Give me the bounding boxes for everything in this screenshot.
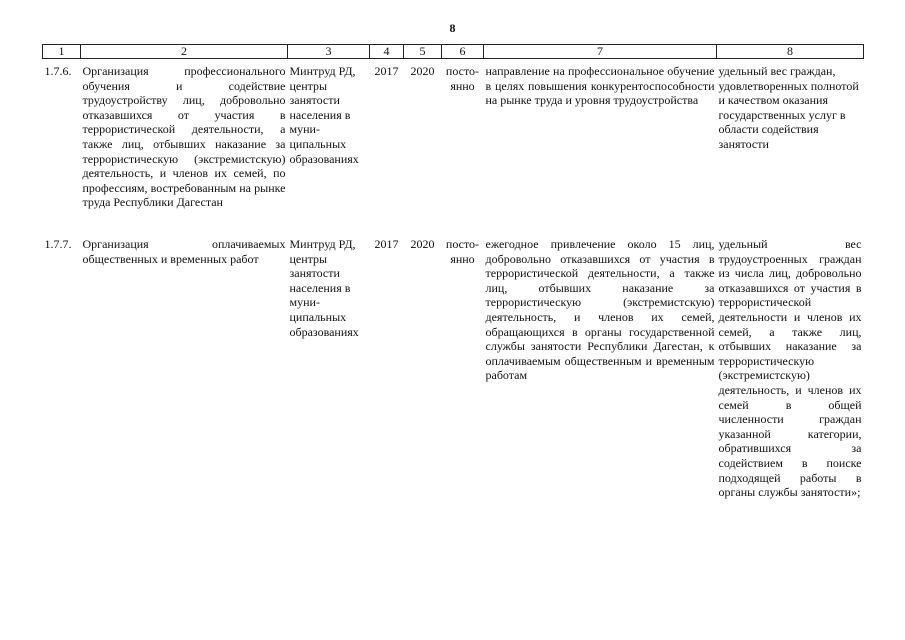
end-year-cell: 2020 (410, 237, 435, 251)
start-year-cell: 2017 (374, 237, 399, 251)
executor-line: ципальных (289, 136, 347, 151)
header-cell-7: 7 (484, 45, 717, 59)
plan-table (42, 44, 864, 537)
header-cell-4: 4 (370, 45, 404, 59)
executor-line: муни- (289, 295, 320, 310)
executor-line: населения в (289, 107, 351, 122)
header-row (43, 45, 864, 59)
executor-line: населения в (289, 280, 351, 295)
header-cell-2: 2 (81, 45, 288, 59)
period-line: посто- (445, 237, 480, 251)
page-number: 8 (449, 21, 456, 35)
header-cell-6: 6 (442, 45, 484, 59)
indicator-cell: удельный вес трудоустроенных граждан из числа лиц, добровольно отказавшихся от участия в террористической деятельности и членов их семей, а также лиц, отбывших наказание за террористическую (экстремистскую) деятельность, и членов их семей в общей численности граждан указанной категории, обратившихся за содействием в поиске подходящей работы в органы службы занятости»; (718, 237, 862, 500)
period-line: янно (450, 78, 475, 93)
executor-line: ципальных (289, 309, 347, 324)
activity-cell: Организация оплачиваемых общественных и временных работ (82, 237, 286, 266)
period-cell (442, 59, 484, 233)
indicator-cell: удельный вес граждан, удовлетворенных полнотой и качеством оказания государственных услуг в области содействия занятости (718, 64, 859, 151)
result-cell: направление на профессиональное обучение в целях повышения конкурентоспособности на рынке труда и уровня трудоустройства (485, 64, 715, 108)
executor-line: образованиях (289, 324, 359, 339)
executor-line: центры (289, 251, 328, 266)
end-year-cell: 2020 (410, 64, 435, 78)
header-cell-8: 8 (717, 45, 864, 59)
start-year-cell: 2017 (374, 64, 399, 78)
period-cell (442, 232, 484, 537)
executor-line: Минтруд РД, (289, 237, 356, 251)
executor-cell (288, 59, 370, 233)
executor-line: муни- (289, 122, 320, 137)
executor-line: занятости (289, 93, 340, 108)
row-number: 1.7.7. (44, 237, 72, 251)
header-cell-3: 3 (288, 45, 370, 59)
header-cell-1: 1 (43, 45, 81, 59)
executor-line: занятости (289, 266, 340, 281)
period-line: янно (450, 251, 475, 266)
activity-cell: Организация профессионального обучения и содействие трудоустройству лиц, добровольно отказавшихся от участия в террористической деятельности, а также лиц, отбывших наказание за террористическую (экстремистскую) деятельность, и членов их семей, по профессиям, востребованным на рынке труда Республики Дагестан (82, 64, 286, 210)
table-row (43, 232, 864, 537)
executor-line: образованиях (289, 151, 359, 166)
period-line: посто- (445, 64, 480, 78)
header-cell-5: 5 (404, 45, 442, 59)
result-cell: ежегодное привлечение около 15 лиц, добровольно отказавшихся от участия в террористической деятельности, а также лиц, отбывших наказание за террористическую (экстремистскую) деятельность, и членов их семей, обращающихся в органы государственной службы занятости Республики Дагестан, к оплачиваемым общественным и временным работам (485, 237, 715, 383)
executor-line: Минтруд РД, (289, 64, 356, 78)
executor-cell (288, 232, 370, 537)
table-row (43, 59, 864, 233)
executor-line: центры (289, 78, 328, 93)
row-number: 1.7.6. (44, 64, 72, 78)
